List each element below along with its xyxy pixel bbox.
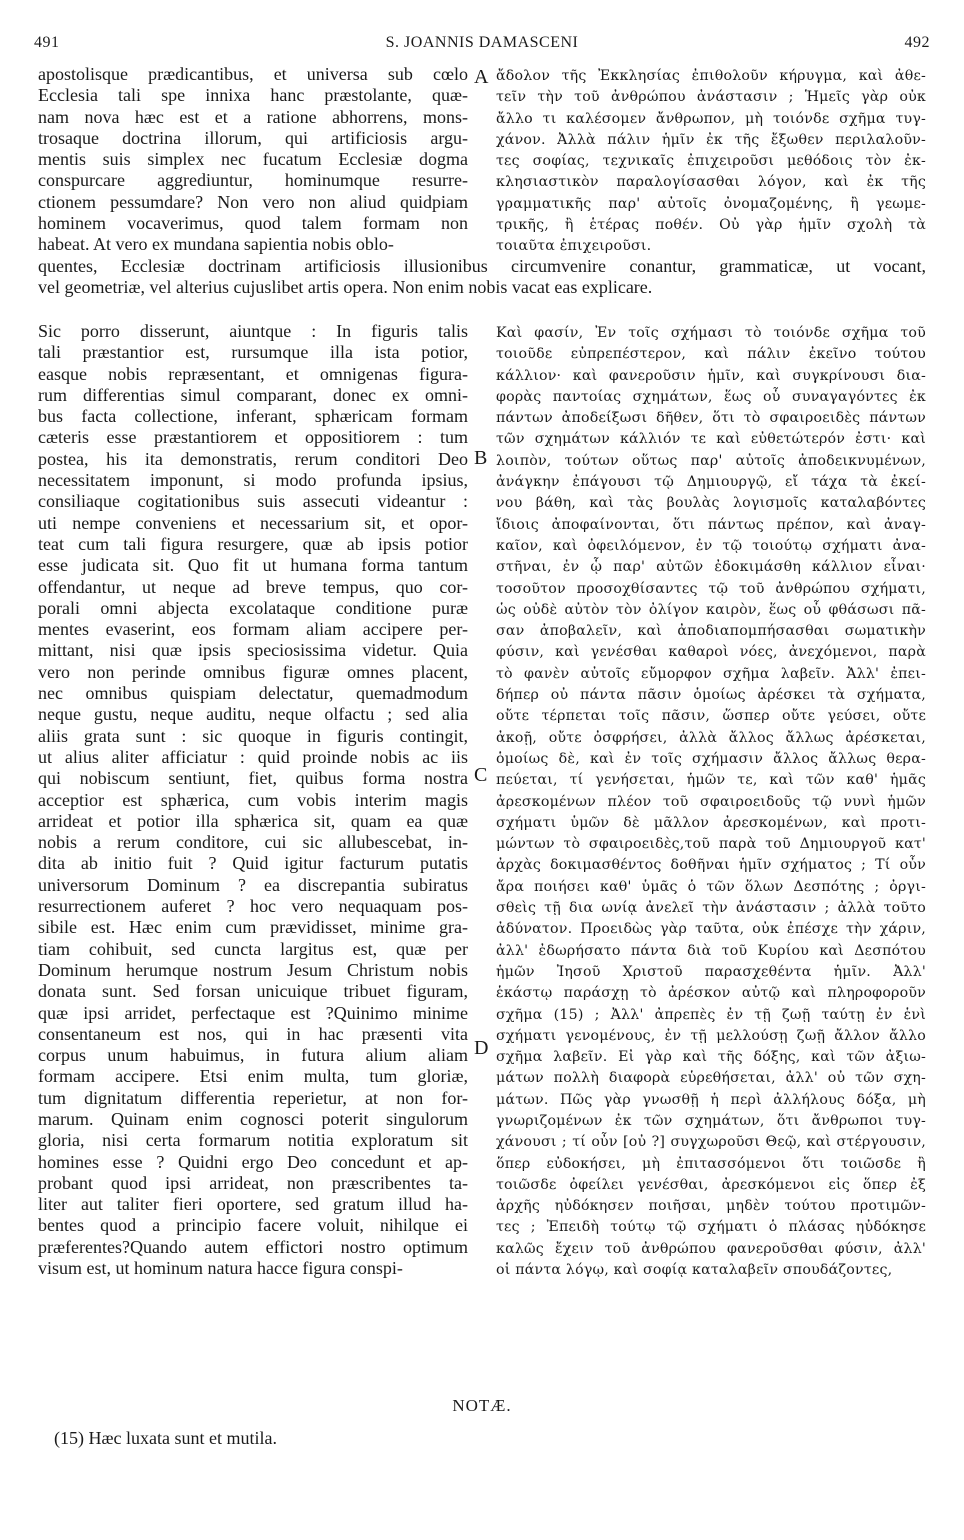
greek-column-main (496, 323, 926, 1281)
text-line: consentaneum est nos, qui in hac præsenti vita (38, 1023, 468, 1044)
text-line: cæteris esse præstantiorem et oppositiorem : tum (38, 427, 468, 448)
text-line: visum est, ut hominum natura hacce figura conspi- (38, 1258, 403, 1279)
text-line: rum differentias simul comparant, donec ex omni- (38, 384, 468, 405)
text-line: vero non perinde omnibus figuræ omnes placent, (38, 661, 468, 682)
text-line: καλῶς ἔχειν τοῦ ἀνθρώπου φανεροῦσθαι φύσιν, ἀλλ' (496, 1240, 926, 1257)
text-line: acceptior est sphærica, cum vobis interim magis (38, 789, 468, 810)
text-line: donata sunt. Sed forsan unicuique tribuet figuram, (38, 981, 468, 1002)
text-line: Sic porro disserunt, aiuntque : In figuris talis (38, 321, 468, 341)
text-line: teat cum tali figura resurgere, quæ ab ipsis potior (38, 533, 468, 554)
text-line: consiliaque cogitationibus suis assecuti videantur : (38, 491, 468, 512)
text-line: τες σοφίας, τεχνικαῖς ἐπιχειροῦσι μεθόδοις τὸν ἐκ- (496, 153, 926, 170)
text-line: gloria, nisi certa formarum notitia exploratum sit (38, 1130, 468, 1151)
text-line: Ecclesia tali spe innixa hanc præstolante, quæ- (38, 85, 468, 106)
text-line: hominem vocaverimus, quod talem formam non (38, 213, 468, 234)
text-line: Dominum herumque nostrum Jesum Christum nobis (38, 959, 468, 980)
margin-marker-c: C (474, 764, 488, 786)
text-line: οἱ πάντα λόγῳ, καὶ σοφίᾳ καταλαβεῖν σπουδάζοντες, (496, 1262, 893, 1279)
text-line: στῆναι, ἐν ᾧ παρ' αὐτῶν ἐδοκιμάσθη κάλλιον εἶναι· (496, 559, 926, 576)
text-line: ἄρα ποιήσει καθ' ὑμᾶς ὁ τῶν ὅλων Δεσπότης ; ὀργι- (496, 878, 926, 895)
text-line: τοσοῦτον προσοχθίσαντες τῷ τοῦ ἀνθρώπου σχήματι, (496, 580, 926, 597)
text-line: quæ ipsi arridet, perfectaque est ?Quinimo minime (38, 1002, 468, 1023)
text-line: sibile est. Hæc enim cum prævidisset, minime gra- (38, 917, 468, 938)
text-line: offendantur, ut neque ad breve tempus, quo cor- (38, 576, 468, 597)
text-line: σχήματι ὑμῶν δὲ μᾶλλον ἀρεσκομένων, καὶ προτι- (496, 814, 926, 831)
text-line: nobis a rerum conditore, cui sic allubescebat, in- (38, 832, 468, 853)
text-line: formam accipere. Etsi enim multa, tum gloriæ, (38, 1066, 468, 1087)
text-line: ἑκάστῳ παράσχῃ τὸ ἀρέσκον αὐτῷ καὶ πληροφοροῦν (496, 985, 926, 1002)
text-line: postea, his ita demonstratis, rerum conditori Deo (38, 448, 468, 469)
text-line: χάνουσι ; τί οὖν [οὐ ?] συγχωροῦσι Θεῷ, καὶ στέργουσιν, (496, 1134, 926, 1151)
text-line: mittant, nisi quæ ipsis speciosissima videtur. Quia (38, 640, 468, 661)
text-line: esse judicata sit. Quo fit ut humana forma tantum (38, 555, 468, 576)
text-line: νου βάθη, καὶ τὰς βουλὰς λογισμοῖς καταλαβόντες (496, 495, 926, 512)
text-line: probant quod ipsi arrideat, non præscribentes ta- (38, 1172, 468, 1193)
text-line: κλησιαστικὸν παραλογίσασθαι λόγον, καὶ ἐκ τῆς (496, 174, 926, 191)
text-line: vel geometriæ, vel alterius cujuslibet artis opera. Non enim nobis vacat eas explicare. (38, 277, 653, 298)
text-line: ἀρεσκομένων πλέον τοῦ σφαιροειδοῦς τῷ νυνὶ ἡμῶν (496, 793, 926, 810)
latin-column-main (38, 321, 468, 1279)
text-line: tiam cohibuit, sed cuncta largitus est, quæ per (38, 938, 468, 959)
text-line: trosaque doctrina illorum, qui artificiosis argu- (38, 127, 468, 148)
text-line: ἡμῶν Ἰησοῦ Χριστοῦ παρασχεθέντα ἡμῖν. Ἀλλ' (496, 963, 926, 980)
text-line: bus facta collectione, inferant, sphæricam formam (38, 406, 468, 427)
text-line: dita ab initio fuit ? Quid igitur facturum putatis (38, 853, 468, 874)
text-line: χάνον. Ἀλλὰ πάλιν ἡμῖν ἐκ τῆς ἔξωθεν περιλαλοῦν- (496, 131, 926, 148)
footnote: (15) Hæc luxata sunt et mutila. (54, 1428, 277, 1448)
text-line: φορὰς παντοίας σχημάτων, ἕως οὗ συναγαγόντες ἐκ (496, 388, 926, 405)
text-line: σαν ἀποβαλεῖν, καὶ ἀποδιαπομπήσασθαι σωματικὴν (496, 623, 926, 640)
text-line: nec omnibus quispiam delectatur, quemadmodum (38, 683, 468, 704)
text-line: easque nobis repræsentant, et omnigenas figura- (38, 363, 468, 384)
text-line: bentes quod a principio facere voluit, nihilque ei (38, 1215, 468, 1236)
text-line: corpus unum habuimus, in futura alium aliam (38, 1045, 468, 1066)
text-line: ἀδύνατον. Προειδὼς γὰρ ταῦτα, οὐκ ἐπέσχε τὴν χάριν, (496, 921, 926, 938)
text-line: σχῆμα (15) ; Ἀλλ' ἀπρεπὲς ἐν τῇ ζωῇ ταύτῃ ἐν ἑνὶ (496, 1006, 926, 1023)
text-line: ἀρχῆς ηὐδόκησεν ποιῆσαι, μηδὲν τούτου προτιμῶν- (496, 1198, 926, 1215)
text-line: arrideat et potior illa sphærica sit, quam ea quæ (38, 810, 468, 831)
text-line: ἀρχὰς δοκιμασθέντος δοθῆναι ἡμῖν σχήματος ; Τί οὖν (496, 857, 926, 874)
text-line: καῖον, καὶ ὀφειλόμενον, ἐν τῷ τοιούτῳ σχήματι ἀνα- (496, 537, 926, 554)
page-header (34, 34, 930, 56)
latin-column-top (38, 64, 468, 256)
margin-marker-a: A (474, 66, 489, 88)
text-line: ctionem pessumdare? Non vero non aliud quidpiam (38, 191, 468, 212)
text-line: λοιπὸν, τούτων οὕτως παρ' αὐτοῖς ἀποδεικνυμένων, (496, 452, 926, 469)
text-line: ut alius aliter afficiatur : quid proinde nobis ac iis (38, 746, 468, 767)
text-line: τες ; Ἐπειδὴ τούτῳ τῷ σχήματι ὁ πλάσας ηὐδόκησε (496, 1219, 926, 1236)
text-line: resurrectionem auferet ? hoc vero nequaquam pos- (38, 896, 468, 917)
text-line: habeat. At vero ex mundana sapientia nobis oblo- (38, 234, 394, 255)
text-line: ἴδιοις ἀποφαίνονται, ὅτι πάντως πρέπον, καὶ ἀναγ- (496, 516, 926, 533)
text-line: φύσιν, καὶ γενέσθαι καθαροὶ νόες, ἀνεχόμενοι, παρὰ (496, 644, 926, 661)
margin-marker-b: B (474, 447, 488, 469)
text-line: necessitatem imponunt, si modo profunda ipsius, (38, 470, 468, 491)
text-line: ἄλλο τι καλέσομεν ἄνθρωπον, μὴ τοιόνδε σχῆμα τυγ- (496, 110, 926, 127)
text-line: τὸ φανὲν αὐτοῖς εὔμορφον σχῆμα λαβεῖν. Ἀλλ' ἐπει- (496, 665, 926, 682)
text-line: σθεὶς τῇ δια ωνίᾳ ἀνελεῖ τὴν ἀνάστασιν ; ἀλλὰ τοῦτο (496, 900, 926, 917)
text-line: οὔτε τέρπεται τοῖς πᾶσιν, ὥσπερ οὔτε γεύσει, οὔτε (496, 708, 926, 725)
text-line: μώντων τὸ σφαιροειδὲς,τοῦ παρὰ τοῦ Δημιουργοῦ κατ' (496, 836, 926, 853)
text-line: τρικῆς, ἢ ἑτέρας ποθέν. Οὐ γὰρ ἡμῖν σχολὴ τὰ (496, 217, 926, 234)
text-line: πεύεται, τί γενήσεται, ἡμῶν τε, καὶ τῶν καθ' ἡμᾶς (496, 772, 926, 789)
text-line: Καὶ φασίν, Ἐν τοῖς σχήμασι τὸ τοιόνδε σχῆμα τοῦ (496, 325, 926, 341)
text-line: qui nobiscum sentiunt, fiet, quibus forma nostra (38, 768, 468, 789)
text-line: δήπερ οὐ πάντα πᾶσιν ὁμοίως ἀρέσκει τὰ σχήματα, (496, 687, 926, 704)
page-number-left: 491 (34, 34, 60, 51)
text-line: τοιαῦτα ἐπιχειροῦσι. (496, 238, 652, 255)
text-line: tali præstantior est, rursumque illa ista potior, (38, 342, 468, 363)
text-line: homines esse ? Quidni ergo Deo concedunt et ap- (38, 1151, 468, 1172)
text-line: κάλλιον· καὶ φανεροῦσιν ἡμῖν, καὶ συγκρίνουσι δια- (496, 367, 926, 384)
text-line: liter aut taliter fieri oportere, sed gratum illud ha- (38, 1194, 468, 1215)
text-line: aliis grata sunt : sic quoque in figuris contingit, (38, 725, 468, 746)
text-line: ἄδολον τῆς Ἐκκλησίας ἐπιθολοῦν κήρυγμα, καὶ ἀθε- (496, 68, 926, 84)
text-line: γνωριζομένων ἐκ τῶν σχημάτων, ὅτι ἄνθρωποι τυγ- (496, 1112, 926, 1129)
text-line: μάτων πολλὴ διαφορὰ εὑρεθήσεται, ἀλλ' οὐ τῶν σχη- (496, 1070, 926, 1087)
text-line: τῶν σχημάτων κάλλιόν τε καὶ εὐθετώτερόν ἐστι· καὶ (496, 431, 926, 448)
text-line: præferentes?Quando autem effictori nostro optimum (38, 1236, 468, 1257)
latin-full-width-text (38, 256, 926, 299)
text-line: πάντων ἀποδείξωσι δῆθεν, ὅτι τὸ σφαιροειδὲς πάντων (496, 410, 926, 427)
text-line: mentes evaserint, eos formam aliam accipere per- (38, 619, 468, 640)
text-line: μάτων. Πῶς γὰρ γνωσθῇ ἡ περὶ ἀλλήλους δόξα, μὴ (496, 1091, 926, 1108)
text-line: apostolisque prædicantibus, et universa sub cœlo (38, 64, 468, 84)
notes-heading: NOTÆ. (452, 1396, 512, 1415)
text-line: neque gustu, neque auditu, neque olfactu ; sed alia (38, 704, 468, 725)
text-line: σχῆμα λαβεῖν. Εἰ γὰρ καὶ τῆς δόξης, καὶ τῶν ἀξιω- (496, 1049, 926, 1066)
text-line: ὁμοίως δὲ, καὶ ἐν τοῖς σχήμασιν ἄλλος ἄλλως θερα- (496, 750, 926, 767)
text-line: τοιῶσδε ὀφείλει γενέσθαι, ἀρεσκόμενοι εἰς ὅπερ ἐξ (496, 1176, 926, 1193)
running-title: S. JOANNIS DAMASCENI (385, 34, 579, 51)
text-line: marum. Quinam enim cognosci poterit singulorum (38, 1108, 468, 1129)
text-line: uti nempe conveniens et necessarium sit, et opor- (38, 512, 468, 533)
text-line: mentis suis simplex nec fucatum Ecclesiæ dogma (38, 149, 468, 170)
text-line: porali omni abjecta excolataque conditione puræ (38, 597, 468, 618)
text-line: σχήματι γενομένους, ἐν τῇ μελλούσῃ ζωῇ ἄλλον ἄλλο (496, 1027, 926, 1044)
text-line: τεῖν τὴν τοῦ ἀνθρώπου ἀνάστασιν ; Ἡμεῖς γὰρ οὐκ (496, 89, 926, 106)
text-line: ἀλλ' ἐδωρήσατο πάντα διὰ τοῦ Κυρίου καὶ Δεσπότου (496, 942, 926, 959)
page-number-right: 492 (904, 34, 930, 51)
text-line: nam nova hæc est et a ratione abhorrens, mons- (38, 106, 468, 127)
text-line: tum dignitatum differentia reperietur, at non for- (38, 1087, 468, 1108)
text-line: conspurcare aggrediuntur, hominumque resurre- (38, 170, 468, 191)
text-line: ὡς οὐδὲ αὐτὸν τὸν ὀλίγον καιρὸν, ἕως οὗ φθάσωσι πᾶ- (496, 601, 926, 618)
margin-marker-d: D (474, 1037, 489, 1059)
text-line: universorum Dominum ? ea discrepantia subiratus (38, 874, 468, 895)
text-line: τοιοῦδε εὐπρεπέστερον, καὶ πάλιν ἐκεῖνο τούτου (496, 346, 926, 363)
text-line: ὅπερ εὐδοκήσει, μὴ ἐπιτασσόμενοι ὅτι τοιῶσδε ἢ (496, 1155, 926, 1172)
text-line: ἀκοῇ, οὔτε ὀσφρήσει, ἀλλὰ ἄλλος ἄλλως ἀρέσκεται, (496, 729, 926, 746)
greek-column-top (496, 66, 926, 258)
text-line: ἀνάγκην ἐπάγουσι τῷ Δημιουργῷ, εἴ τάχα τὰ ἐκεί- (496, 474, 926, 491)
text-line: quentes, Ecclesiæ doctrinam artificiosis illusionibus circumvenire conantur, grammaticæ, ut vocant, (38, 256, 926, 276)
text-line: γραμματικῆς παρ' αὐτοῖς ὀνομαζομένης, ἢ γεωμε- (496, 195, 926, 212)
